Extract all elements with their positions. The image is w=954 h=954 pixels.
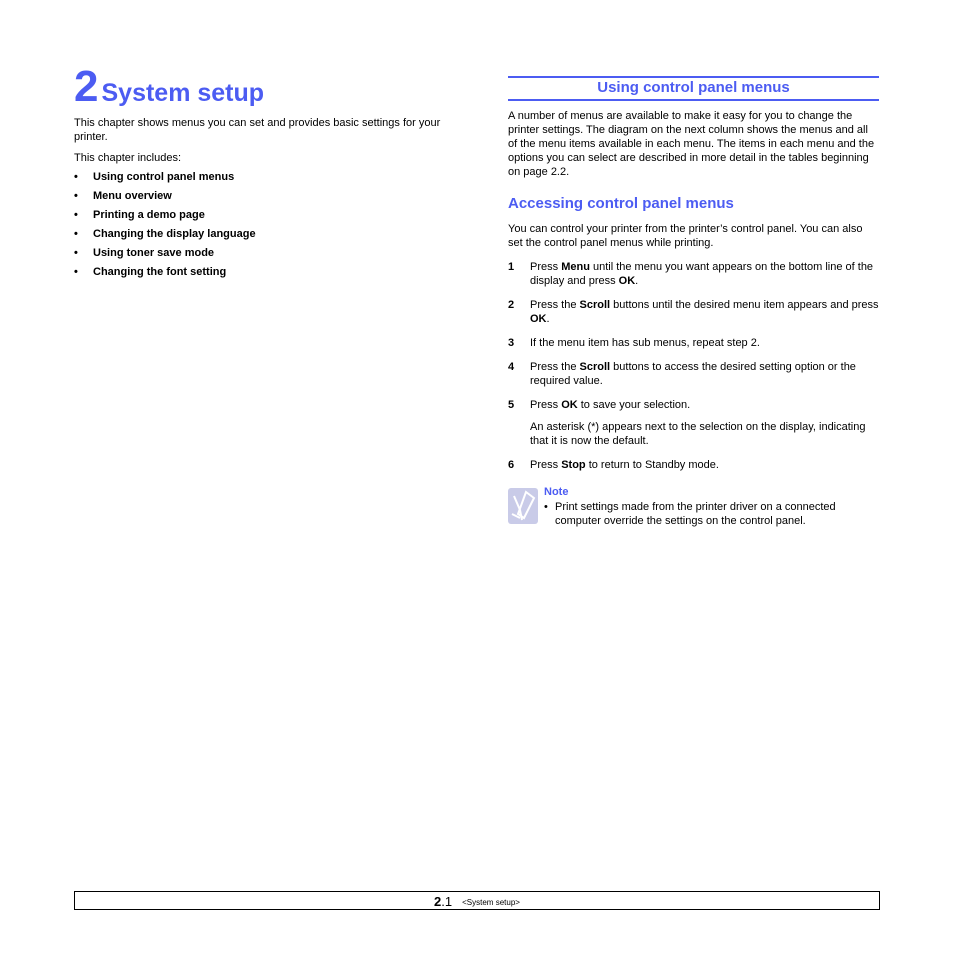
toc-item[interactable]: • Printing a demo page [74,209,205,221]
step-5-note: An asterisk (*) appears next to the selection on the display, indicating that it is now the default. [530,421,866,447]
subsection-body: You can control your printer from the printer’s control panel. You can also set the control panel menus while printing. [508,223,863,249]
subsection-heading: Accessing control panel menus [508,195,734,212]
chapter-number: 2 [74,62,98,111]
note-body: • Print settings made from the printer driver on a connected computer override the settings on the control panel. [544,501,836,527]
toc-item[interactable]: • Menu overview [74,190,172,202]
chapter-intro: This chapter shows menus you can set and provides basic settings for your printer. [74,117,441,143]
step-1: 1 Press Menu until the menu you want appears on the bottom line of the display and press OK. [508,261,874,287]
step-6: 6 Press Stop to return to Standby mode. [508,459,719,471]
chapter-title [74,62,264,112]
step-2: 2 Press the Scroll buttons until the desired menu item appears and press OK. [508,299,879,325]
toc-item[interactable]: • Using toner save mode [74,247,215,259]
toc-item[interactable]: • Using control panel menus [74,171,235,183]
step-4: 4 Press the Scroll buttons to access the desired setting option or the required value. [508,361,856,387]
step-3: 3 If the menu item has sub menus, repeat step 2. [508,337,760,349]
includes-label: This chapter includes: [74,152,181,164]
section-body: A number of menus are available to make it easy for you to change the printer settings. The diagram on the next column shows the menus and all of the menu items available in each menu. The items in each menu and the options you can select are described in more detail in the tables beginning on page 2.2. [508,110,875,178]
footer-chapter-label: <System setup> [462,898,520,907]
note-title: Note [544,486,569,498]
chapter-toc [74,170,256,284]
page-footer [74,891,880,910]
note-pencil-icon [508,488,538,524]
section-heading: Using control panel menus [508,76,879,101]
chapter-title-text: System setup [101,79,265,107]
toc-item[interactable]: • Changing the font setting [74,266,227,278]
step-5: 5 Press OK to save your selection. An asterisk (*) appears next to the selection on the display, indicating that it is now the default. [508,398,880,448]
toc-item[interactable]: • Changing the display language [74,228,256,240]
page-number: 2.1 [434,894,453,909]
